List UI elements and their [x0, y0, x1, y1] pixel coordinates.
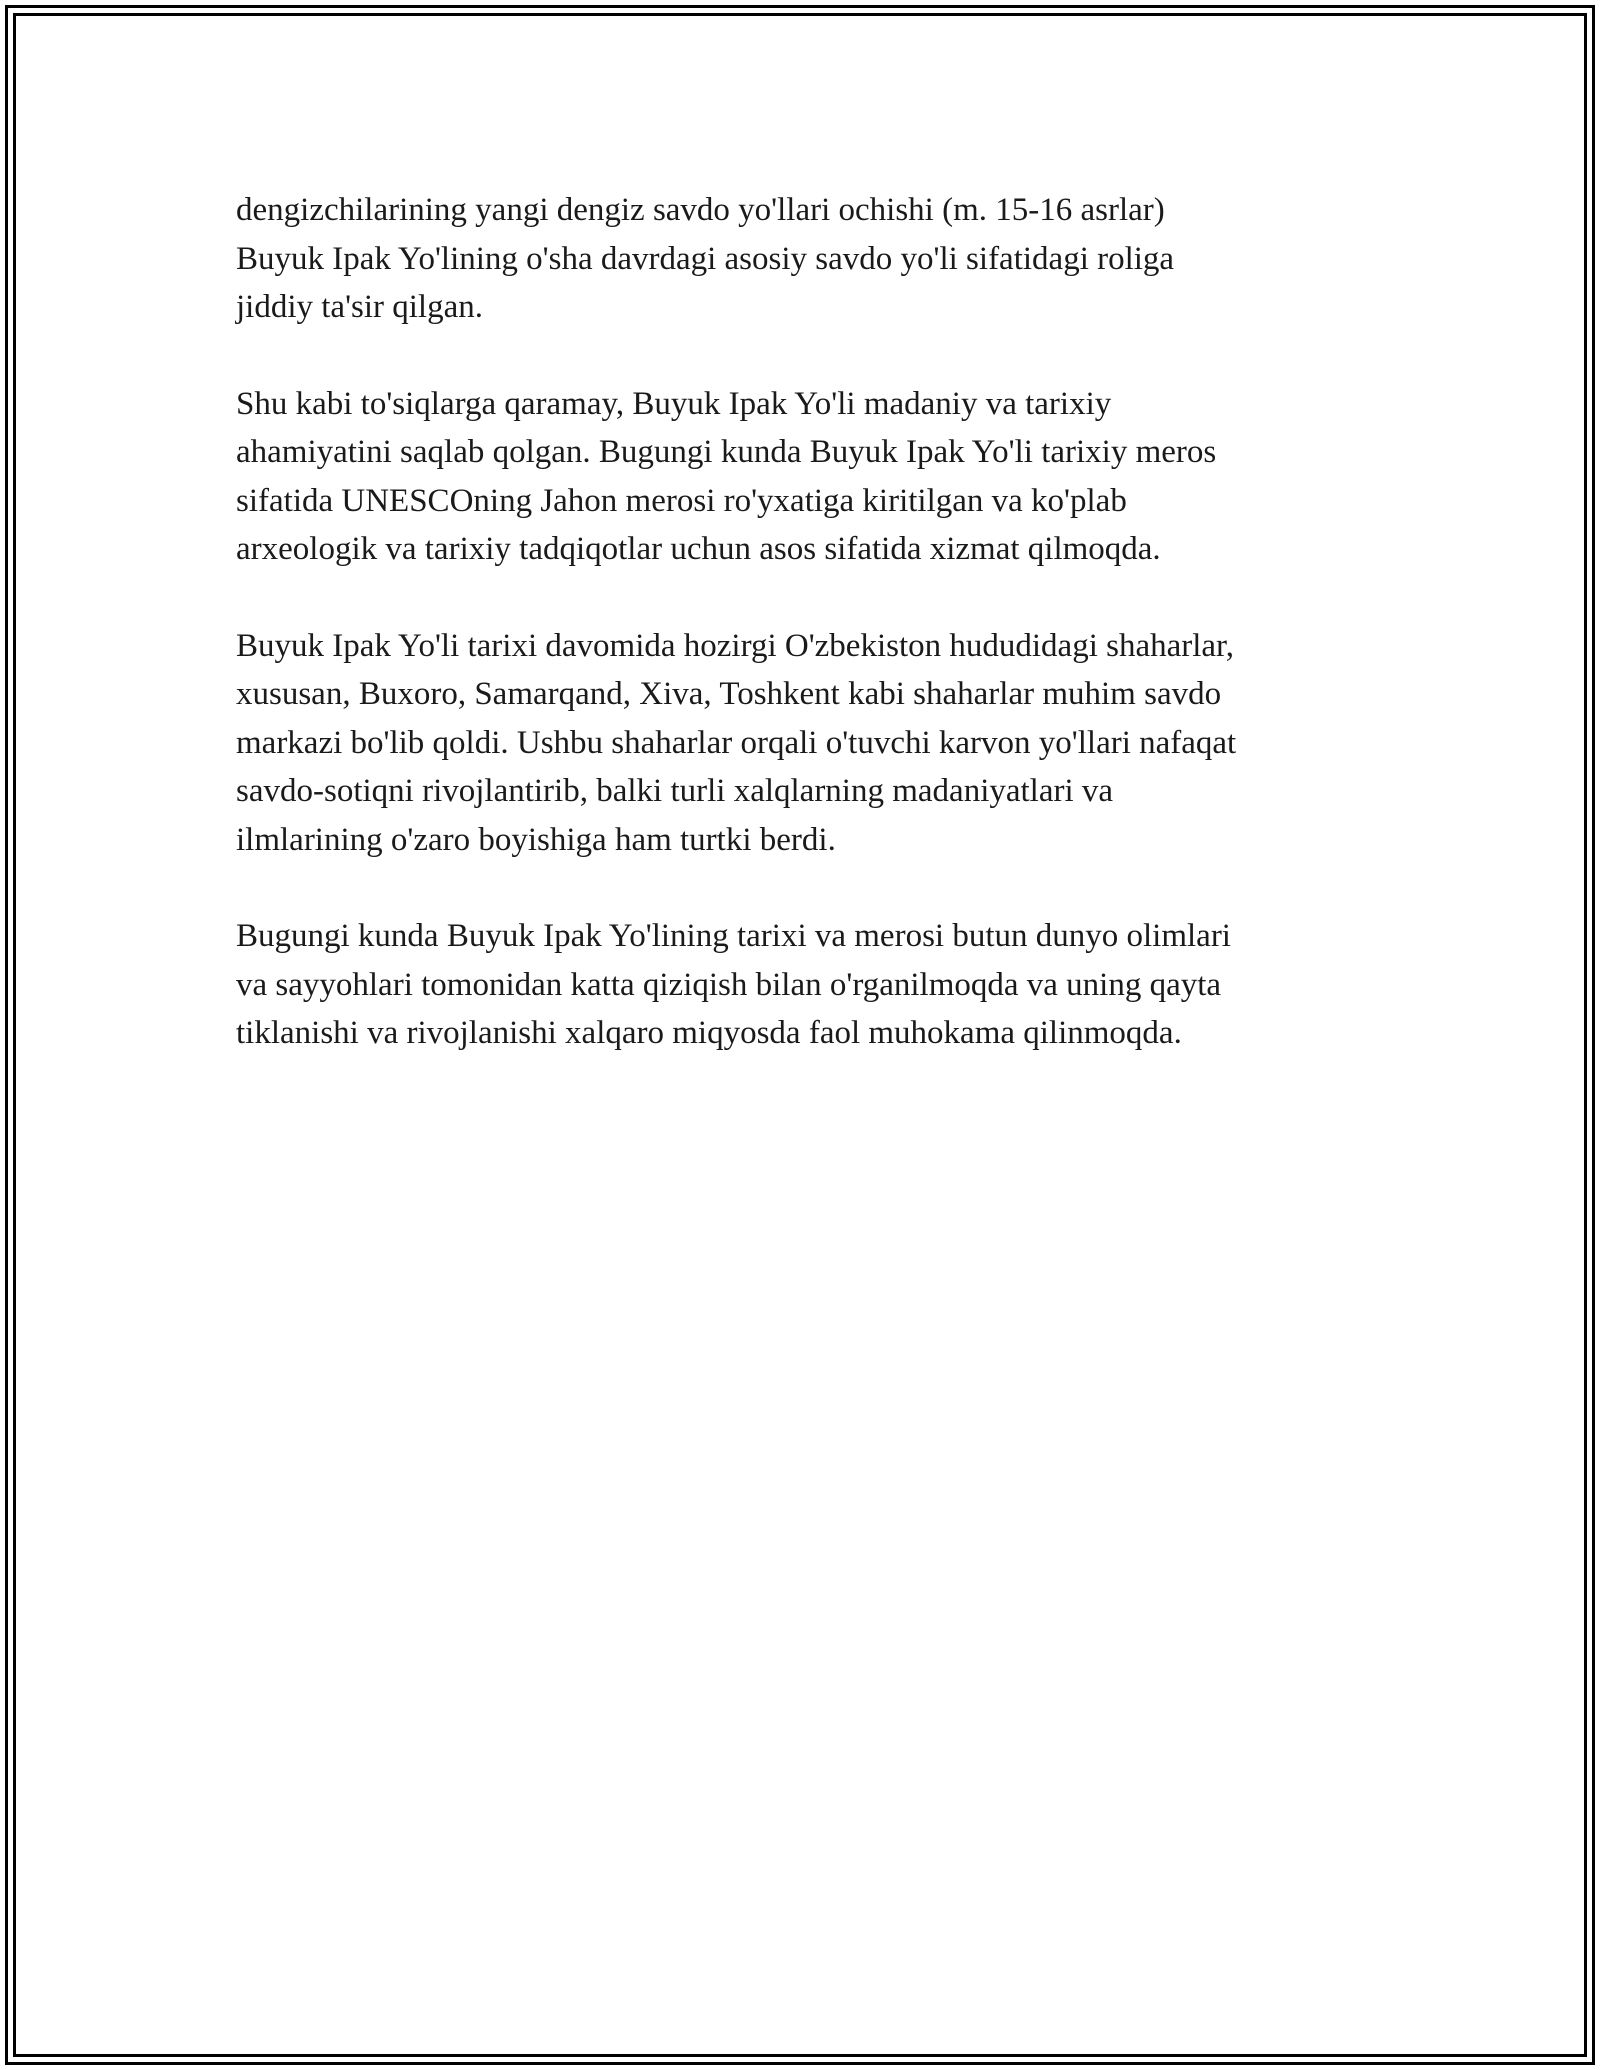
- text-line: tiklanishi va rivojlanishi xalqaro miqyosda faol muhokama qilinmoqda.: [236, 1015, 1182, 1051]
- text-line: ahamiyatini saqlab qolgan. Bugungi kunda Buyuk Ipak Yo'li tarixiy meros: [236, 434, 1217, 470]
- text-line: arxeologik va tarixiy tadqiqotlar uchun asos sifatida xizmat qilmoqda.: [236, 531, 1161, 567]
- text-line: sifatida UNESCOning Jahon merosi ro'yxatiga kiritilgan va ko'plab: [236, 482, 1127, 519]
- text-line: Buyuk Ipak Yo'lining o'sha davrdagi asosiy savdo yo'li sifatidagi roliga: [236, 240, 1175, 277]
- text-line: ilmlarining o'zaro boyishiga ham turtki berdi.: [236, 821, 836, 858]
- paragraph-uzbekistan-cities: [236, 622, 1386, 865]
- text-line: markazi bo'lib qoldi. Ushbu shaharlar orqali o'tuvchi karvon yo'llari nafaqat: [236, 724, 1237, 761]
- text-line: savdo-sotiqni rivojlantirib, balki turli xalqlarning madaniyatlari va: [236, 773, 1114, 809]
- paragraph-sea-routes: [236, 186, 1386, 332]
- paragraph-unesco-heritage: [236, 380, 1386, 574]
- text-line: Shu kabi to'siqlarga qaramay, Buyuk Ipak Yo'li madaniy va tarixiy: [236, 385, 1112, 422]
- paragraph-modern-study: [236, 912, 1386, 1058]
- text-line: jiddiy ta'sir qilgan.: [236, 289, 484, 325]
- text-line: xususan, Buxoro, Samarqand, Xiva, Toshkent kabi shaharlar muhim savdo: [236, 676, 1222, 712]
- document-body: [236, 186, 1386, 1106]
- text-line: Bugungi kunda Buyuk Ipak Yo'lining tarixi va merosi butun dunyo olimlari: [236, 918, 1231, 954]
- text-line: dengizchilarining yangi dengiz savdo yo'llari ochishi (m. 15-16 asrlar): [236, 192, 1165, 228]
- text-line: Buyuk Ipak Yo'li tarixi davomida hozirgi O'zbekiston hududidagi shaharlar,: [236, 627, 1234, 664]
- text-line: va sayyohlari tomonidan katta qiziqish bilan o'rganilmoqda va uning qayta: [236, 966, 1222, 1003]
